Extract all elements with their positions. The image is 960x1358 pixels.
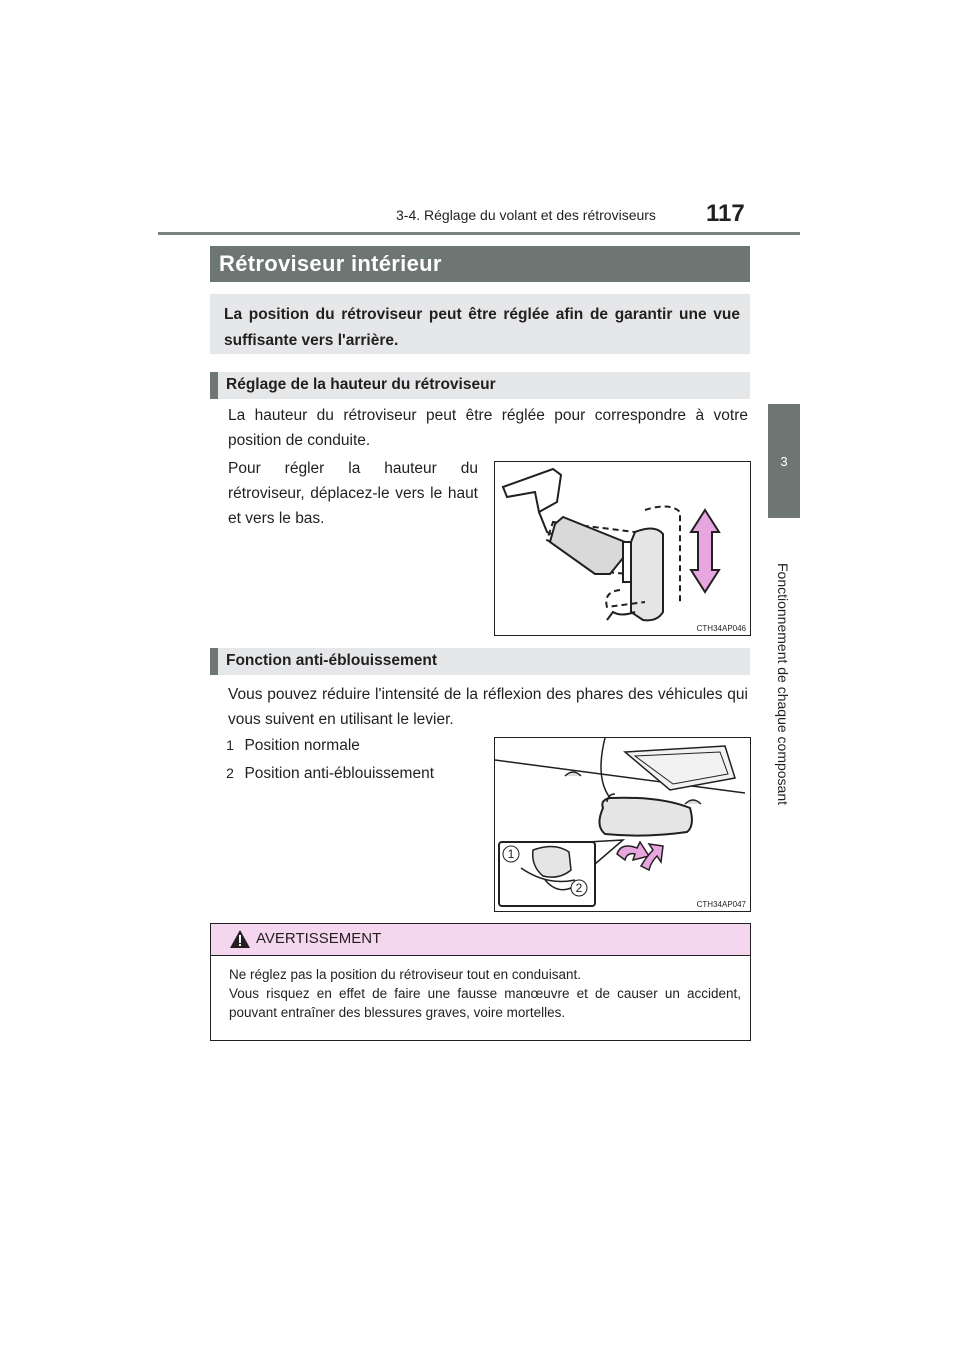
rotate-arrow-icon	[617, 842, 663, 870]
chapter-title: Fonctionnement de chaque composant	[775, 562, 791, 806]
section-heading-height	[210, 372, 750, 399]
up-down-arrow-icon	[691, 510, 719, 592]
warning-line-1: Ne réglez pas la position du rétroviseur tout en conduisant.	[229, 967, 581, 982]
running-header-section: 3-4. Réglage du volant et des rétroviseurs	[396, 207, 656, 223]
page-title-bar	[210, 246, 750, 282]
warning-triangle-icon	[229, 929, 251, 949]
section-heading-antiglare-text: Fonction anti-éblouissement	[226, 652, 437, 669]
number-2-icon: 2	[226, 765, 234, 781]
height-paragraph-1: La hauteur du rétroviseur peut être réglée pour correspondre à votre position de conduite.	[228, 407, 748, 449]
antiglare-figure	[494, 737, 751, 912]
chapter-tab	[768, 404, 800, 518]
chapter-title-vertical	[771, 552, 795, 816]
antiglare-paragraph: Vous pouvez réduire l'intensité de la réflexion des phares des véhicules qui vous suivent en utilisant le levier.	[228, 686, 748, 728]
header-rule	[158, 232, 800, 235]
list-item-label: Position normale	[244, 737, 360, 754]
height-paragraph-2: Pour régler la hauteur du rétroviseur, déplacez-le vers le haut et vers le bas.	[228, 460, 478, 527]
callout-2: 2	[575, 881, 583, 895]
list-item	[222, 761, 434, 786]
page-title: Rétroviseur intérieur	[219, 251, 442, 276]
number-1-icon: 1	[226, 737, 234, 753]
mirror-height-illustration	[495, 462, 750, 635]
warning-box	[210, 923, 751, 1041]
mirror-height-figure	[494, 461, 751, 636]
list-item-label: Position anti-éblouissement	[244, 765, 435, 782]
warning-header	[211, 924, 750, 956]
section-heading-height-text: Réglage de la hauteur du rétroviseur	[226, 376, 496, 393]
section-heading-antiglare	[210, 648, 750, 675]
chapter-number: 3	[780, 453, 788, 469]
figure-code-1: CTH34AP046	[696, 624, 746, 633]
antiglare-illustration	[495, 738, 750, 911]
figure-code-2: CTH34AP047	[696, 900, 746, 909]
warning-title: AVERTISSEMENT	[256, 930, 382, 947]
intro-text: La position du rétroviseur peut être réglée afin de garantir une vue suffisante vers l'arrière.	[224, 306, 740, 349]
list-item	[222, 733, 360, 758]
intro-box	[210, 294, 750, 354]
page-number: 117	[706, 200, 745, 227]
warning-line-2: Vous risquez en effet de faire une fausse manœuvre et de causer un accident, pouvant entraîner des blessures graves, voire mortelles.	[229, 986, 741, 1020]
callout-1: 1	[507, 847, 515, 861]
warning-text	[229, 965, 741, 1022]
